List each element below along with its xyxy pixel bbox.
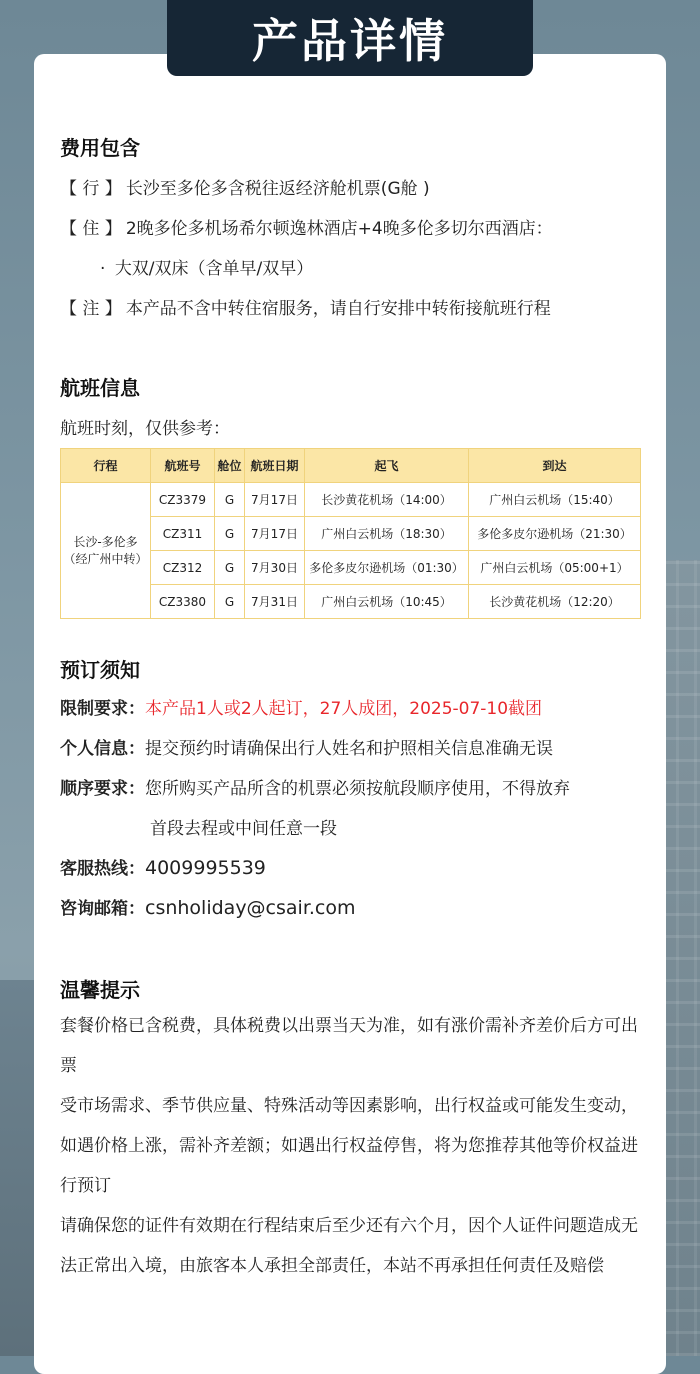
- arrival: 广州白云机场（05:00+1）: [469, 551, 641, 585]
- cabin: G: [215, 517, 245, 551]
- page-title: 产品详情: [252, 14, 448, 68]
- cabin: G: [215, 483, 245, 517]
- flight-no: CZ311: [151, 517, 215, 551]
- info-text: 提交预约时请确保出行人姓名和护照相关信息准确无误: [145, 739, 553, 759]
- header-route: 行程: [61, 449, 151, 483]
- flight-date: 7月17日: [245, 517, 305, 551]
- fees-section-title: 费用包含: [60, 136, 140, 160]
- route-line2: （经广州中转）: [63, 551, 148, 566]
- booking-limit: [60, 694, 542, 719]
- flight-no: CZ312: [151, 551, 215, 585]
- order-label: 顺序要求：: [60, 779, 145, 799]
- info-label: 个人信息：: [60, 739, 145, 759]
- fee-item-tag: 【 注 】: [60, 299, 122, 319]
- header-date: 航班日期: [245, 449, 305, 483]
- email-link[interactable]: csnholiday@csair.com: [145, 897, 356, 919]
- page-title-banner: [167, 0, 533, 76]
- tips-section-title: 温馨提示: [60, 978, 140, 1002]
- fee-item-text: 本产品不含中转住宿服务，请自行安排中转衔接航班行程: [125, 299, 551, 319]
- fee-item-tag: 【 住 】: [60, 219, 122, 239]
- cabin: G: [215, 551, 245, 585]
- fee-item-hotel: [60, 214, 553, 239]
- fee-item-text: 长沙至多伦多含税往返经济舱机票(G舱 ): [125, 179, 430, 199]
- cabin: G: [215, 585, 245, 619]
- booking-hotline: [60, 854, 266, 879]
- fee-item-note: [60, 294, 551, 319]
- email-label: 咨询邮箱：: [60, 899, 145, 919]
- fee-item-text: 2晚多伦多机场希尔顿逸林酒店+4晚多伦多切尔西酒店：: [125, 219, 553, 239]
- header-flight-no: 航班号: [151, 449, 215, 483]
- table-row: [61, 483, 641, 517]
- order-text: 您所购买产品所含的机票必须按航段顺序使用，不得放弃: [145, 779, 570, 799]
- flight-date: 7月17日: [245, 483, 305, 517]
- arrival: 长沙黄花机场（12:20）: [469, 585, 641, 619]
- tip-paragraph: 请确保您的证件有效期在行程结束后至少还有六个月，因个人证件问题造成无法正常出入境，由旅客本人承担全部责任，本站不再承担任何责任及赔偿: [60, 1216, 638, 1276]
- booking-email: [60, 894, 356, 919]
- arrival: 广州白云机场（15:40）: [469, 483, 641, 517]
- tip-paragraph: 套餐价格已含税费，具体税费以出票当天为准，如有涨价需补齐差价后方可出票: [60, 1016, 638, 1076]
- hotline-number[interactable]: 4009995539: [145, 857, 266, 879]
- tip-paragraph: 受市场需求、季节供应量、特殊活动等因素影响，出行权益或可能发生变动，如遇价格上涨，需补齐差额；如遇出行权益停售，将为您推荐其他等价权益进行预订: [60, 1096, 638, 1196]
- fee-item-tag: 【 行 】: [60, 179, 122, 199]
- booking-info: [60, 734, 553, 759]
- booking-section-title: 预订须知: [60, 658, 140, 682]
- fee-item-room: [100, 254, 313, 279]
- limit-text: 本产品1人或2人起订，27人成团，2025-07-10截团: [145, 699, 543, 719]
- flight-no: CZ3380: [151, 585, 215, 619]
- route-cell: [61, 483, 151, 619]
- product-detail-card: [34, 54, 666, 1374]
- background-building-left: [0, 980, 34, 1356]
- bullet-dot: ·: [100, 259, 106, 279]
- booking-order: [60, 774, 570, 799]
- flight-table: [60, 448, 641, 619]
- flights-section-title: 航班信息: [60, 376, 140, 400]
- route-line1: 长沙-多伦多: [73, 534, 138, 549]
- flights-subtitle: 航班时刻，仅供参考：: [60, 419, 230, 439]
- booking-order-cont: 首段去程或中间任意一段: [150, 819, 337, 839]
- limit-label: 限制要求：: [60, 699, 145, 719]
- header-arrival: 到达: [469, 449, 641, 483]
- fee-item-text: 大双/双床（含单早/双早）: [114, 259, 314, 279]
- flight-table-header: [61, 449, 641, 483]
- departure: 广州白云机场（10:45）: [305, 585, 469, 619]
- header-departure: 起飞: [305, 449, 469, 483]
- departure: 长沙黄花机场（14:00）: [305, 483, 469, 517]
- fee-item-flight: [60, 174, 430, 199]
- arrival: 多伦多皮尔逊机场（21:30）: [469, 517, 641, 551]
- hotline-label: 客服热线：: [60, 859, 145, 879]
- departure: 多伦多皮尔逊机场（01:30）: [305, 551, 469, 585]
- flight-date: 7月30日: [245, 551, 305, 585]
- flight-no: CZ3379: [151, 483, 215, 517]
- departure: 广州白云机场（18:30）: [305, 517, 469, 551]
- flight-date: 7月31日: [245, 585, 305, 619]
- header-cabin: 舱位: [215, 449, 245, 483]
